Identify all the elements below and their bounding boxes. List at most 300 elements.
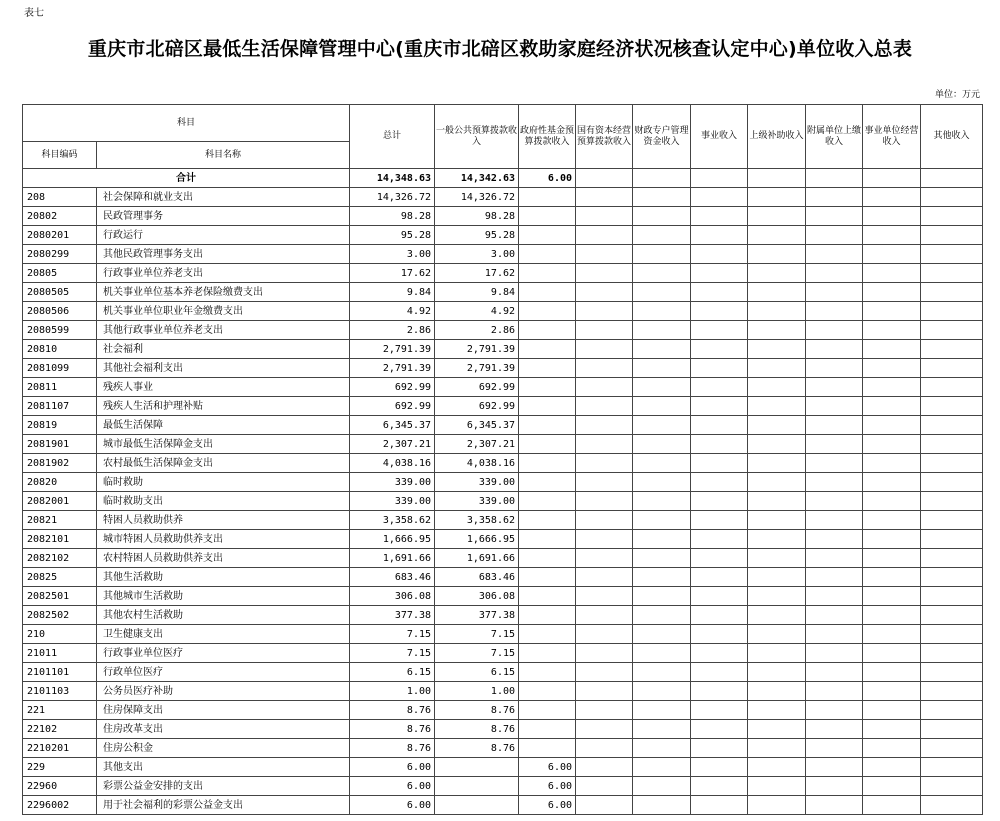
header-fiscal-special: 财政专户管理资金收入 bbox=[633, 105, 691, 169]
empty-cell bbox=[748, 397, 806, 416]
header-total: 总计 bbox=[350, 105, 435, 169]
subject-name-cell: 卫生健康支出 bbox=[97, 625, 350, 644]
total-cell: 14,326.72 bbox=[350, 188, 435, 207]
empty-cell bbox=[576, 739, 633, 758]
empty-cell bbox=[921, 758, 983, 777]
total-cell: 1,666.95 bbox=[350, 530, 435, 549]
subject-name-cell: 行政事业单位医疗 bbox=[97, 644, 350, 663]
empty-cell bbox=[806, 283, 863, 302]
empty-cell bbox=[863, 169, 921, 188]
gov-fund-cell bbox=[519, 188, 576, 207]
header-affiliated-income: 附属单位上缴收入 bbox=[806, 105, 863, 169]
empty-cell bbox=[748, 549, 806, 568]
empty-cell bbox=[633, 701, 691, 720]
gov-fund-cell bbox=[519, 644, 576, 663]
table-row bbox=[23, 739, 983, 758]
empty-cell bbox=[806, 226, 863, 245]
empty-cell bbox=[921, 644, 983, 663]
empty-cell bbox=[806, 340, 863, 359]
gov-fund-cell bbox=[519, 568, 576, 587]
empty-cell bbox=[806, 169, 863, 188]
table-row bbox=[23, 568, 983, 587]
subject-name-cell: 城市特困人员救助供养支出 bbox=[97, 530, 350, 549]
empty-cell bbox=[863, 454, 921, 473]
empty-cell bbox=[748, 568, 806, 587]
empty-cell bbox=[921, 169, 983, 188]
empty-cell bbox=[921, 359, 983, 378]
empty-cell bbox=[633, 321, 691, 340]
empty-cell bbox=[633, 549, 691, 568]
empty-cell bbox=[576, 720, 633, 739]
table-row bbox=[23, 188, 983, 207]
subject-name-cell: 其他行政事业单位养老支出 bbox=[97, 321, 350, 340]
empty-cell bbox=[921, 435, 983, 454]
empty-cell bbox=[921, 207, 983, 226]
empty-cell bbox=[691, 701, 748, 720]
subject-code-cell: 20820 bbox=[23, 473, 97, 492]
empty-cell bbox=[863, 492, 921, 511]
empty-cell bbox=[691, 169, 748, 188]
empty-cell bbox=[633, 777, 691, 796]
general-budget-cell: 377.38 bbox=[435, 606, 519, 625]
empty-cell bbox=[863, 720, 921, 739]
total-gov-fund-cell: 6.00 bbox=[519, 169, 576, 188]
subject-code-cell: 2082501 bbox=[23, 587, 97, 606]
subject-code-cell: 2080505 bbox=[23, 283, 97, 302]
empty-cell bbox=[921, 492, 983, 511]
total-cell: 683.46 bbox=[350, 568, 435, 587]
general-budget-cell: 17.62 bbox=[435, 264, 519, 283]
gov-fund-cell bbox=[519, 720, 576, 739]
table-row bbox=[23, 530, 983, 549]
empty-cell bbox=[863, 796, 921, 815]
table-row bbox=[23, 625, 983, 644]
subject-name-cell: 行政事业单位养老支出 bbox=[97, 264, 350, 283]
gov-fund-cell bbox=[519, 492, 576, 511]
gov-fund-cell bbox=[519, 435, 576, 454]
empty-cell bbox=[863, 397, 921, 416]
empty-cell bbox=[633, 511, 691, 530]
empty-cell bbox=[921, 530, 983, 549]
empty-cell bbox=[806, 796, 863, 815]
gov-fund-cell bbox=[519, 207, 576, 226]
empty-cell bbox=[863, 378, 921, 397]
empty-cell bbox=[576, 188, 633, 207]
subject-name-cell: 临时救助 bbox=[97, 473, 350, 492]
header-subject: 科目 bbox=[23, 105, 350, 142]
subject-name-cell: 残疾人生活和护理补贴 bbox=[97, 397, 350, 416]
total-cell: 692.99 bbox=[350, 378, 435, 397]
header-subject-code: 科目编码 bbox=[23, 142, 97, 169]
subject-code-cell: 2080506 bbox=[23, 302, 97, 321]
empty-cell bbox=[691, 264, 748, 283]
gov-fund-cell bbox=[519, 701, 576, 720]
empty-cell bbox=[921, 701, 983, 720]
empty-cell bbox=[633, 568, 691, 587]
empty-cell bbox=[691, 454, 748, 473]
table-row bbox=[23, 378, 983, 397]
empty-cell bbox=[921, 739, 983, 758]
empty-cell bbox=[863, 739, 921, 758]
empty-cell bbox=[748, 682, 806, 701]
general-budget-cell: 2,307.21 bbox=[435, 435, 519, 454]
table-row bbox=[23, 283, 983, 302]
general-budget-cell: 2,791.39 bbox=[435, 359, 519, 378]
empty-cell bbox=[691, 758, 748, 777]
gov-fund-cell bbox=[519, 359, 576, 378]
subject-name-cell: 公务员医疗补助 bbox=[97, 682, 350, 701]
subject-code-cell: 2082502 bbox=[23, 606, 97, 625]
subject-name-cell: 民政管理事务 bbox=[97, 207, 350, 226]
total-cell: 3.00 bbox=[350, 245, 435, 264]
empty-cell bbox=[806, 568, 863, 587]
gov-fund-cell bbox=[519, 264, 576, 283]
empty-cell bbox=[576, 492, 633, 511]
empty-cell bbox=[748, 226, 806, 245]
subject-name-cell: 行政运行 bbox=[97, 226, 350, 245]
subject-code-cell: 2101101 bbox=[23, 663, 97, 682]
empty-cell bbox=[633, 245, 691, 264]
general-budget-cell: 339.00 bbox=[435, 492, 519, 511]
subject-name-cell: 彩票公益金安排的支出 bbox=[97, 777, 350, 796]
empty-cell bbox=[633, 625, 691, 644]
empty-cell bbox=[576, 264, 633, 283]
empty-cell bbox=[748, 188, 806, 207]
general-budget-cell: 98.28 bbox=[435, 207, 519, 226]
table-row bbox=[23, 302, 983, 321]
subject-name-cell: 社会福利 bbox=[97, 340, 350, 359]
empty-cell bbox=[806, 777, 863, 796]
empty-cell bbox=[806, 549, 863, 568]
empty-cell bbox=[633, 644, 691, 663]
empty-cell bbox=[748, 796, 806, 815]
empty-cell bbox=[748, 720, 806, 739]
empty-cell bbox=[691, 796, 748, 815]
empty-cell bbox=[863, 530, 921, 549]
gov-fund-cell bbox=[519, 682, 576, 701]
empty-cell bbox=[921, 378, 983, 397]
empty-cell bbox=[921, 587, 983, 606]
empty-cell bbox=[576, 511, 633, 530]
empty-cell bbox=[863, 568, 921, 587]
empty-cell bbox=[806, 492, 863, 511]
empty-cell bbox=[691, 340, 748, 359]
subject-code-cell: 2080599 bbox=[23, 321, 97, 340]
header-business-income: 事业收入 bbox=[691, 105, 748, 169]
empty-cell bbox=[633, 492, 691, 511]
empty-cell bbox=[748, 606, 806, 625]
header-gov-fund: 政府性基金预算拨款收入 bbox=[519, 105, 576, 169]
gov-fund-cell bbox=[519, 606, 576, 625]
header-operating-income: 事业单位经营收入 bbox=[863, 105, 921, 169]
total-cell: 7.15 bbox=[350, 625, 435, 644]
empty-cell bbox=[863, 416, 921, 435]
empty-cell bbox=[863, 587, 921, 606]
subject-name-cell: 城市最低生活保障金支出 bbox=[97, 435, 350, 454]
empty-cell bbox=[633, 473, 691, 492]
empty-cell bbox=[633, 587, 691, 606]
empty-cell bbox=[576, 454, 633, 473]
subject-code-cell: 20821 bbox=[23, 511, 97, 530]
empty-cell bbox=[691, 682, 748, 701]
empty-cell bbox=[863, 682, 921, 701]
header-general-budget: 一般公共预算拨款收入 bbox=[435, 105, 519, 169]
empty-cell bbox=[691, 663, 748, 682]
total-cell: 8.76 bbox=[350, 701, 435, 720]
empty-cell bbox=[748, 739, 806, 758]
total-cell: 2,791.39 bbox=[350, 359, 435, 378]
subject-name-cell: 其他支出 bbox=[97, 758, 350, 777]
empty-cell bbox=[921, 682, 983, 701]
total-cell: 2,307.21 bbox=[350, 435, 435, 454]
empty-cell bbox=[633, 169, 691, 188]
empty-cell bbox=[576, 625, 633, 644]
empty-cell bbox=[691, 549, 748, 568]
subject-code-cell: 20819 bbox=[23, 416, 97, 435]
table-row bbox=[23, 245, 983, 264]
total-cell: 2,791.39 bbox=[350, 340, 435, 359]
empty-cell bbox=[921, 663, 983, 682]
empty-cell bbox=[633, 454, 691, 473]
total-cell: 339.00 bbox=[350, 473, 435, 492]
table-row bbox=[23, 663, 983, 682]
total-cell: 3,358.62 bbox=[350, 511, 435, 530]
general-budget-cell: 1,666.95 bbox=[435, 530, 519, 549]
empty-cell bbox=[576, 169, 633, 188]
empty-cell bbox=[691, 511, 748, 530]
gov-fund-cell bbox=[519, 416, 576, 435]
empty-cell bbox=[691, 188, 748, 207]
empty-cell bbox=[921, 777, 983, 796]
subject-name-cell: 机关事业单位基本养老保险缴费支出 bbox=[97, 283, 350, 302]
total-cell: 4.92 bbox=[350, 302, 435, 321]
empty-cell bbox=[921, 245, 983, 264]
subject-code-cell: 22960 bbox=[23, 777, 97, 796]
empty-cell bbox=[806, 644, 863, 663]
empty-cell bbox=[863, 758, 921, 777]
subject-name-cell: 特困人员救助供养 bbox=[97, 511, 350, 530]
empty-cell bbox=[748, 264, 806, 283]
unit-label: 单位：万元 bbox=[934, 90, 980, 100]
general-budget-cell: 3,358.62 bbox=[435, 511, 519, 530]
subject-code-cell: 2082102 bbox=[23, 549, 97, 568]
empty-cell bbox=[691, 435, 748, 454]
empty-cell bbox=[921, 796, 983, 815]
general-budget-cell: 7.15 bbox=[435, 644, 519, 663]
empty-cell bbox=[748, 644, 806, 663]
empty-cell bbox=[806, 207, 863, 226]
gov-fund-cell bbox=[519, 321, 576, 340]
general-budget-cell: 692.99 bbox=[435, 397, 519, 416]
subject-name-cell: 临时救助支出 bbox=[97, 492, 350, 511]
empty-cell bbox=[748, 245, 806, 264]
subject-code-cell: 2080299 bbox=[23, 245, 97, 264]
table-row bbox=[23, 264, 983, 283]
empty-cell bbox=[691, 359, 748, 378]
subject-name-cell: 农村最低生活保障金支出 bbox=[97, 454, 350, 473]
empty-cell bbox=[748, 473, 806, 492]
empty-cell bbox=[748, 454, 806, 473]
empty-cell bbox=[748, 416, 806, 435]
page-title: 重庆市北碚区最低生活保障管理中心(重庆市北碚区救助家庭经济状况核查认定中心)单位收入总表 bbox=[87, 38, 913, 60]
empty-cell bbox=[633, 207, 691, 226]
table-row bbox=[23, 796, 983, 815]
empty-cell bbox=[863, 663, 921, 682]
empty-cell bbox=[863, 283, 921, 302]
general-budget-cell: 4,038.16 bbox=[435, 454, 519, 473]
empty-cell bbox=[806, 454, 863, 473]
gov-fund-cell: 6.00 bbox=[519, 777, 576, 796]
empty-cell bbox=[748, 378, 806, 397]
empty-cell bbox=[633, 264, 691, 283]
empty-cell bbox=[576, 378, 633, 397]
total-general-cell: 14,342.63 bbox=[435, 169, 519, 188]
general-budget-cell: 6.15 bbox=[435, 663, 519, 682]
empty-cell bbox=[633, 606, 691, 625]
empty-cell bbox=[576, 549, 633, 568]
empty-cell bbox=[806, 264, 863, 283]
empty-cell bbox=[806, 511, 863, 530]
empty-cell bbox=[576, 473, 633, 492]
empty-cell bbox=[633, 796, 691, 815]
empty-cell bbox=[806, 188, 863, 207]
empty-cell bbox=[633, 226, 691, 245]
general-budget-cell: 95.28 bbox=[435, 226, 519, 245]
gov-fund-cell bbox=[519, 587, 576, 606]
empty-cell bbox=[576, 663, 633, 682]
subject-code-cell: 2101103 bbox=[23, 682, 97, 701]
general-budget-cell: 9.84 bbox=[435, 283, 519, 302]
general-budget-cell: 14,326.72 bbox=[435, 188, 519, 207]
gov-fund-cell bbox=[519, 549, 576, 568]
empty-cell bbox=[806, 378, 863, 397]
subject-name-cell: 其他社会福利支出 bbox=[97, 359, 350, 378]
empty-cell bbox=[748, 511, 806, 530]
empty-cell bbox=[691, 378, 748, 397]
subject-name-cell: 用于社会福利的彩票公益金支出 bbox=[97, 796, 350, 815]
gov-fund-cell bbox=[519, 473, 576, 492]
empty-cell bbox=[576, 321, 633, 340]
gov-fund-cell bbox=[519, 283, 576, 302]
empty-cell bbox=[633, 378, 691, 397]
table-row bbox=[23, 473, 983, 492]
total-cell: 1,691.66 bbox=[350, 549, 435, 568]
general-budget-cell: 692.99 bbox=[435, 378, 519, 397]
empty-cell bbox=[921, 397, 983, 416]
total-cell: 2.86 bbox=[350, 321, 435, 340]
general-budget-cell: 2.86 bbox=[435, 321, 519, 340]
empty-cell bbox=[576, 226, 633, 245]
general-budget-cell: 4.92 bbox=[435, 302, 519, 321]
table-row bbox=[23, 435, 983, 454]
table-row bbox=[23, 682, 983, 701]
empty-cell bbox=[806, 606, 863, 625]
empty-cell bbox=[863, 606, 921, 625]
empty-cell bbox=[806, 739, 863, 758]
empty-cell bbox=[633, 340, 691, 359]
empty-cell bbox=[863, 644, 921, 663]
subject-name-cell: 其他城市生活救助 bbox=[97, 587, 350, 606]
empty-cell bbox=[691, 587, 748, 606]
subject-name-cell: 住房保障支出 bbox=[97, 701, 350, 720]
empty-cell bbox=[748, 701, 806, 720]
empty-cell bbox=[748, 530, 806, 549]
subject-name-cell: 农村特困人员救助供养支出 bbox=[97, 549, 350, 568]
header-other-income: 其他收入 bbox=[921, 105, 983, 169]
empty-cell bbox=[863, 264, 921, 283]
total-cell: 6.00 bbox=[350, 758, 435, 777]
subject-code-cell: 229 bbox=[23, 758, 97, 777]
subject-code-cell: 2082001 bbox=[23, 492, 97, 511]
empty-cell bbox=[806, 397, 863, 416]
subject-code-cell: 2081901 bbox=[23, 435, 97, 454]
empty-cell bbox=[921, 606, 983, 625]
total-cell: 6.15 bbox=[350, 663, 435, 682]
subject-name-cell: 住房改革支出 bbox=[97, 720, 350, 739]
subject-code-cell: 2081107 bbox=[23, 397, 97, 416]
empty-cell bbox=[921, 511, 983, 530]
empty-cell bbox=[576, 283, 633, 302]
subject-name-cell: 住房公积金 bbox=[97, 739, 350, 758]
empty-cell bbox=[806, 701, 863, 720]
empty-cell bbox=[748, 340, 806, 359]
empty-cell bbox=[748, 359, 806, 378]
empty-cell bbox=[748, 758, 806, 777]
empty-cell bbox=[748, 302, 806, 321]
empty-cell bbox=[806, 625, 863, 644]
empty-cell bbox=[921, 720, 983, 739]
gov-fund-cell bbox=[519, 739, 576, 758]
general-budget-cell: 339.00 bbox=[435, 473, 519, 492]
empty-cell bbox=[748, 625, 806, 644]
subject-code-cell: 2296002 bbox=[23, 796, 97, 815]
total-cell: 339.00 bbox=[350, 492, 435, 511]
empty-cell bbox=[748, 777, 806, 796]
empty-cell bbox=[921, 473, 983, 492]
empty-cell bbox=[633, 739, 691, 758]
empty-cell bbox=[691, 397, 748, 416]
subject-name-cell: 行政单位医疗 bbox=[97, 663, 350, 682]
empty-cell bbox=[633, 530, 691, 549]
table-row bbox=[23, 321, 983, 340]
empty-cell bbox=[806, 720, 863, 739]
table-row bbox=[23, 701, 983, 720]
empty-cell bbox=[748, 663, 806, 682]
empty-cell bbox=[748, 207, 806, 226]
total-sum-cell: 14,348.63 bbox=[350, 169, 435, 188]
empty-cell bbox=[806, 663, 863, 682]
empty-cell bbox=[806, 302, 863, 321]
empty-cell bbox=[576, 644, 633, 663]
empty-cell bbox=[576, 245, 633, 264]
empty-cell bbox=[691, 245, 748, 264]
general-budget-cell: 8.76 bbox=[435, 739, 519, 758]
subject-code-cell: 20810 bbox=[23, 340, 97, 359]
total-cell: 6.00 bbox=[350, 796, 435, 815]
general-budget-cell: 7.15 bbox=[435, 625, 519, 644]
empty-cell bbox=[748, 435, 806, 454]
table-row bbox=[23, 454, 983, 473]
total-cell: 1.00 bbox=[350, 682, 435, 701]
table-row bbox=[23, 207, 983, 226]
empty-cell bbox=[691, 302, 748, 321]
empty-cell bbox=[691, 625, 748, 644]
subject-name-cell: 社会保障和就业支出 bbox=[97, 188, 350, 207]
empty-cell bbox=[691, 473, 748, 492]
empty-cell bbox=[576, 796, 633, 815]
empty-cell bbox=[806, 758, 863, 777]
empty-cell bbox=[863, 435, 921, 454]
